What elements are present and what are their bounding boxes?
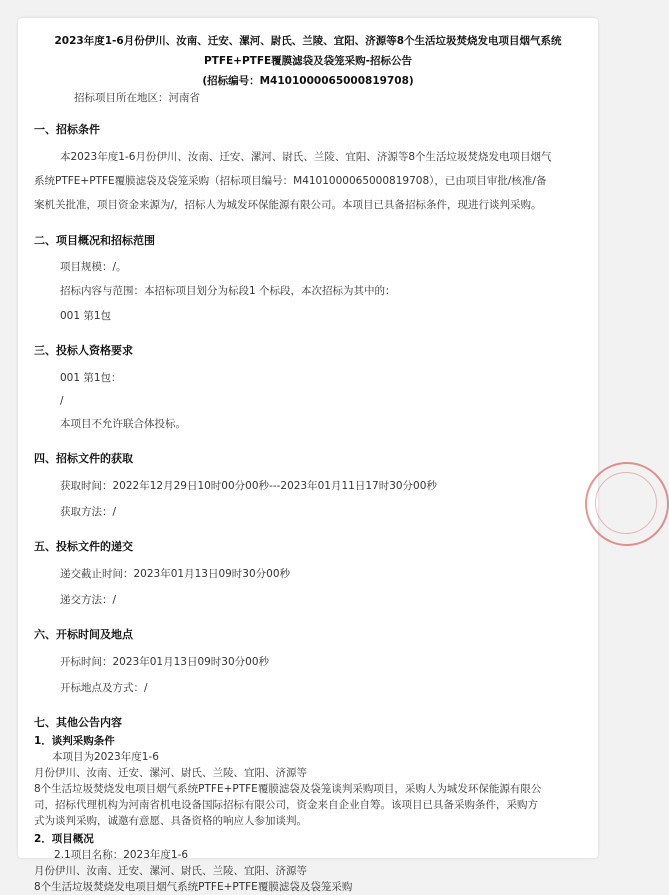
section-heading-documents: 四、招标文件的获取 <box>34 452 133 465</box>
section-heading-other: 七、其他公告内容 <box>34 716 122 729</box>
section-heading-overview: 二、项目概况和招标范围 <box>34 234 155 247</box>
qualification-slash: / <box>60 395 64 407</box>
subheading-procurement-conditions: 1．谈判采购条件 <box>34 735 115 747</box>
procurement-line-5: 式为谈判采购，诚邀有意愿、具备资格的响应人参加谈判。 <box>34 815 307 827</box>
conditions-line-2: 系统PTFE+PTFE覆膜滤袋及袋笼采购（招标项目编号：M4101000065000819708），已由项目审批/核准/备 <box>34 175 547 187</box>
procurement-line-4: 司，招标代理机构为河南省机电设备国际招标有限公司，资金来自企业自筹。该项目已具备采购条件，采购方 <box>34 799 538 811</box>
notice-title <box>18 31 598 91</box>
document-get-time: 获取时间：2022年12月29日10时00分00秒---2023年01月11日17时30分00秒 <box>60 480 437 492</box>
joint-bid-note: 本项目不允许联合体投标。 <box>60 418 186 430</box>
region-text: 招标项目所在地区：河南省 <box>74 92 200 104</box>
procurement-line-1: 本项目为2023年度1-6 <box>52 751 159 763</box>
procurement-line-2: 月份伊川、汝南、迁安、漯河、尉氏、兰陵、宜阳、济源等 <box>34 767 307 779</box>
opening-place: 开标地点及方式：/ <box>60 682 148 694</box>
title-line-1: 2023年度1-6月份伊川、汝南、迁安、漯河、尉氏、兰陵、宜阳、济源等8个生活垃圾焚烧发电项目烟气系统 <box>54 35 562 47</box>
section-heading-submission: 五、投标文件的递交 <box>34 540 133 553</box>
subheading-project-overview: 2．项目概况 <box>34 833 94 845</box>
document-get-method: 获取方法：/ <box>60 506 117 518</box>
overview-line-3: 8个生活垃圾焚烧发电项目烟气系统PTFE+PTFE覆膜滤袋及袋笼采购 <box>34 881 353 893</box>
overview-line-1: 2.1项目名称：2023年度1-6 <box>54 849 189 861</box>
section-heading-opening: 六、开标时间及地点 <box>34 628 133 641</box>
submission-method: 递交方法：/ <box>60 594 117 606</box>
title-line-2: PTFE+PTFE覆膜滤袋及袋笼采购-招标公告 <box>203 55 413 67</box>
official-seal-stamp <box>585 462 669 546</box>
conditions-line-1: 本2023年度1-6月份伊川、汝南、迁安、漯河、尉氏、兰陵、宜阳、济源等8个生活垃圾焚烧发电项目烟气 <box>60 151 552 163</box>
notice-card <box>18 18 598 893</box>
qualification-lot: 001 第1包： <box>60 372 122 384</box>
overview-line-2: 月份伊川、汝南、迁安、漯河、尉氏、兰陵、宜阳、济源等 <box>34 865 307 877</box>
notice-body <box>34 90 590 895</box>
procurement-line-3: 8个生活垃圾焚烧发电项目烟气系统PTFE+PTFE覆膜滤袋及袋笼谈判采购项目，采购人为城发环保能源有限公 <box>34 783 542 795</box>
submission-deadline: 递交截止时间：2023年01月13日09时30分00秒 <box>60 568 291 580</box>
conditions-line-3: 案机关批准，项目资金来源为/，招标人为城发环保能源有限公司。本项目已具备招标条件，现进行谈判采购。 <box>34 199 542 211</box>
section-heading-conditions: 一、招标条件 <box>34 123 100 136</box>
project-scale: 项目规模：/。 <box>60 261 127 273</box>
project-scope: 招标内容与范围：本招标项目划分为标段1 个标段，本次招标为其中的： <box>60 285 396 297</box>
lot-label: 001 第1包 <box>60 310 112 322</box>
opening-time: 开标时间：2023年01月13日09时30分00秒 <box>60 656 270 668</box>
seal-inner-ring <box>595 472 657 534</box>
section-heading-qualification: 三、投标人资格要求 <box>34 344 133 357</box>
title-line-3: (招标编号：M4101000065000819708) <box>202 75 414 87</box>
